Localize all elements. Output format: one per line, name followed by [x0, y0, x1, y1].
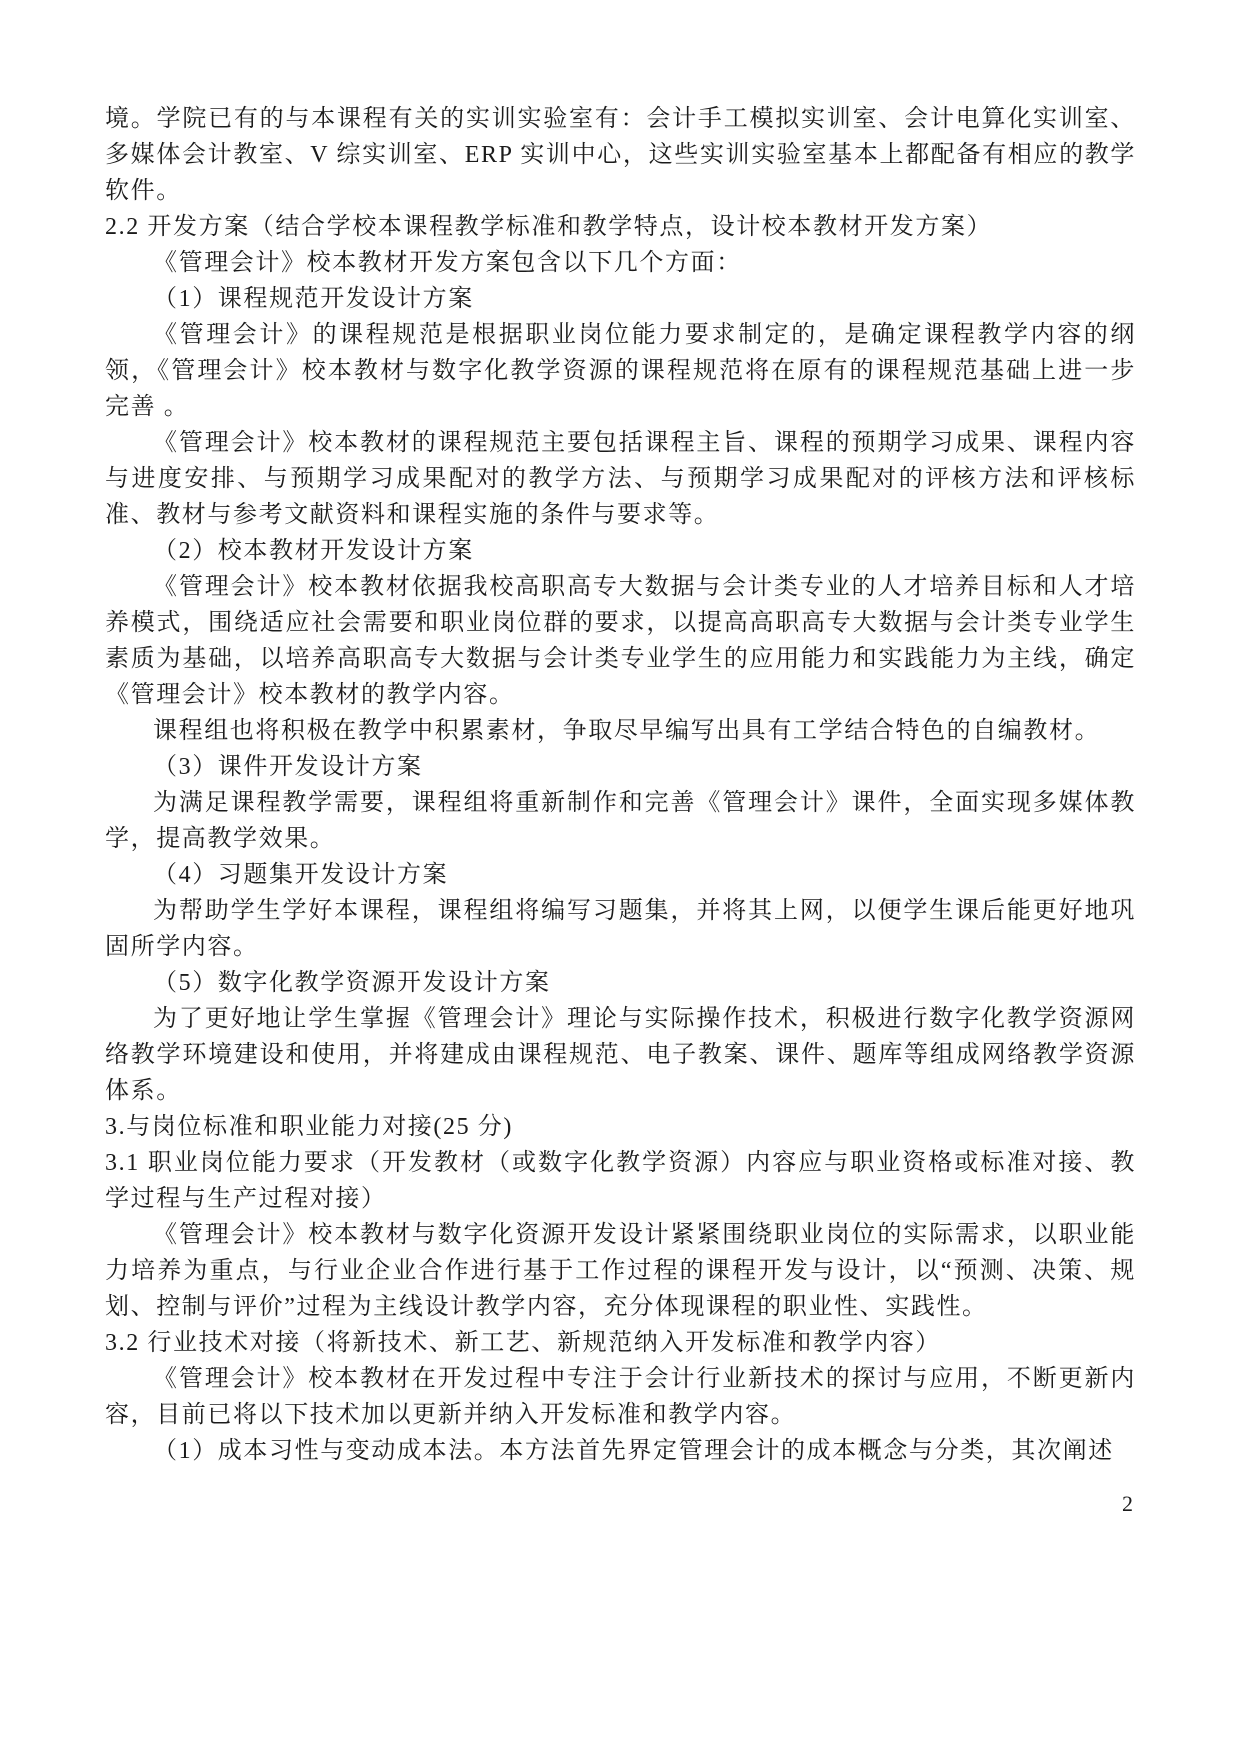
paragraph: 为帮助学生学好本课程，课程组将编写习题集，并将其上网，以便学生课后能更好地巩固所学内容。: [105, 898, 1136, 960]
page-footer: [105, 1489, 1136, 1519]
list-item-heading-4: （4）习题集开发设计方案: [153, 862, 449, 888]
list-item-heading-3: （3）课件开发设计方案: [153, 754, 423, 780]
paragraph: 《管理会计》校本教材与数字化资源开发设计紧紧围绕职业岗位的实际需求，以职业能力培养为重点，与行业企业合作进行基于工作过程的课程开发与设计，以“预测、决策、规划、控制与评价”过程为主线设计教学内容，充分体现课程的职业性、实践性。: [105, 1222, 1136, 1320]
paragraph: 《管理会计》校本教材的课程规范主要包括课程主旨、课程的预期学习成果、课程内容与进度安排、与预期学习成果配对的教学方法、与预期学习成果配对的评核方法和评核标准、教材与参考文献资料和课程实施的条件与要求等。: [105, 430, 1136, 528]
section-heading-3: 3.与岗位标准和职业能力对接(25 分): [105, 1114, 513, 1140]
paragraph: 《管理会计》校本教材开发方案包含以下几个方面：: [153, 250, 742, 276]
list-item-heading-2: （2）校本教材开发设计方案: [153, 538, 474, 564]
paragraph: （1）成本习性与变动成本法。本方法首先界定管理会计的成本概念与分类，其次阐述: [153, 1438, 1114, 1464]
list-item-heading-5: （5）数字化教学资源开发设计方案: [153, 970, 551, 996]
list-item-heading-1: （1）课程规范开发设计方案: [153, 286, 474, 312]
paragraph: 《管理会计》校本教材依据我校高职高专大数据与会计类专业的人才培养目标和人才培养模式，围绕适应社会需要和职业岗位群的要求，以提高高职高专大数据与会计类专业学生素质为基础，以培养高职高专大数据与会计类专业学生的应用能力和实践能力为主线，确定《管理会计》校本教材的教学内容。: [105, 574, 1136, 708]
paragraph: 为满足课程教学需要，课程组将重新制作和完善《管理会计》课件，全面实现多媒体教学，提高教学效果。: [105, 790, 1136, 852]
paragraph: 《管理会计》的课程规范是根据职业岗位能力要求制定的，是确定课程教学内容的纲领，《管理会计》校本教材与数字化教学资源的课程规范将在原有的课程规范基础上进一步完善 。: [105, 322, 1136, 420]
paragraph-continuation: 境。学院已有的与本课程有关的实训实验室有：会计手工模拟实训室、会计电算化实训室、多媒体会计教室、V 综实训室、ERP 实训中心，这些实训实验室基本上都配备有相应的教学软件。: [105, 106, 1136, 204]
paragraph: 《管理会计》校本教材在开发过程中专注于会计行业新技术的探讨与应用，不断更新内容，目前已将以下技术加以更新并纳入开发标准和教学内容。: [105, 1366, 1136, 1428]
paragraph: 为了更好地让学生掌握《管理会计》理论与实际操作技术，积极进行数字化教学资源网络教学环境建设和使用，并将建成由课程规范、电子教案、课件、题库等组成网络教学资源体系。: [105, 1006, 1136, 1104]
section-heading-3-2: 3.2 行业技术对接（将新技术、新工艺、新规范纳入开发标准和教学内容）: [105, 1330, 941, 1356]
section-heading-2-2: 2.2 开发方案（结合学校本课程教学标准和教学特点，设计校本教材开发方案）: [105, 214, 993, 240]
section-heading-3-1: 3.1 职业岗位能力要求（开发教材（或数字化教学资源）内容应与职业资格或标准对接、教学过程与生产过程对接）: [105, 1150, 1136, 1212]
page-number: 2: [1122, 1491, 1133, 1516]
paragraph: 课程组也将积极在教学中积累素材，争取尽早编写出具有工学结合特色的自编教材。: [153, 718, 1101, 744]
